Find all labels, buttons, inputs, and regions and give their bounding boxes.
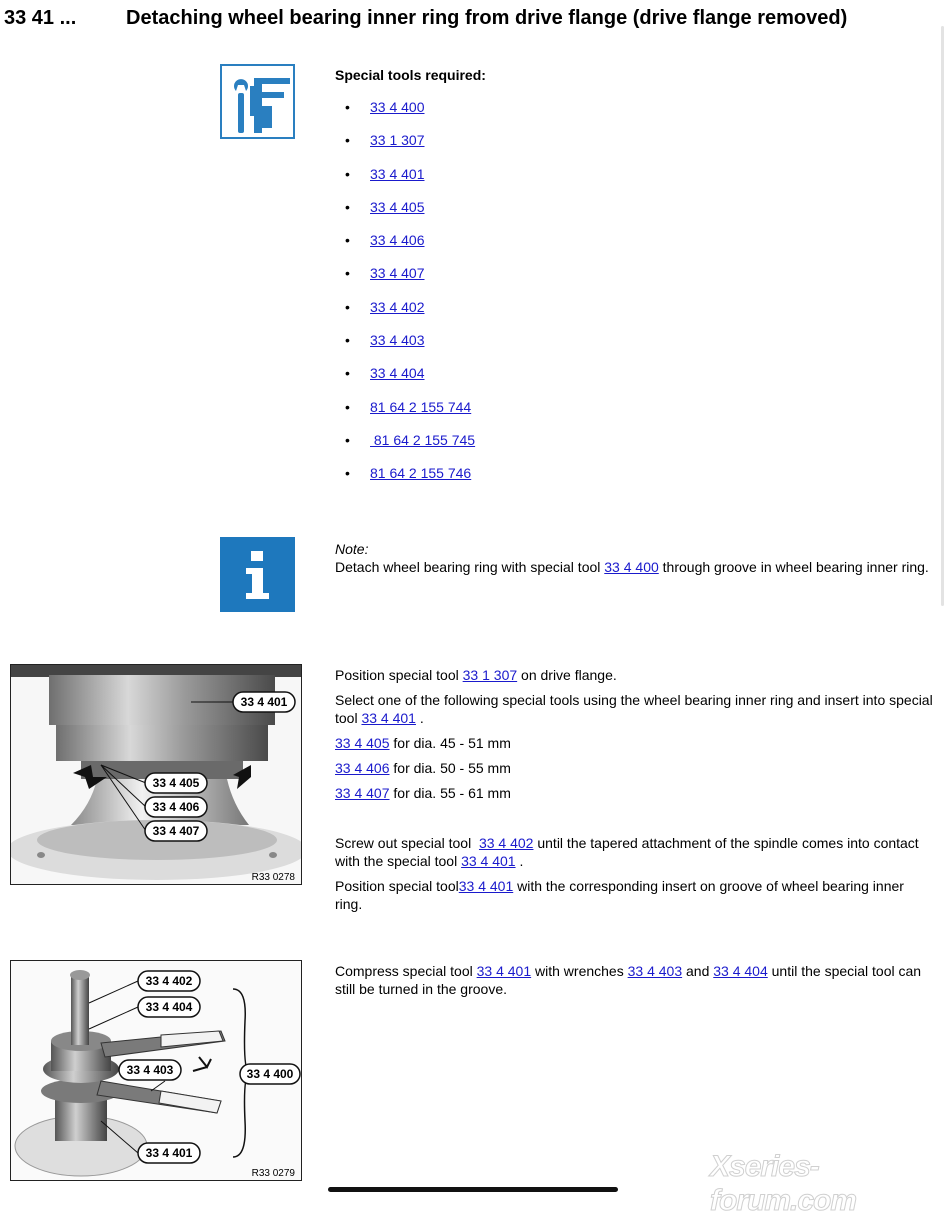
tool-link[interactable]: 33 4 401	[458, 878, 514, 894]
tool-link[interactable]: 81 64 2 155 746	[370, 465, 472, 482]
bullet: •	[345, 132, 350, 149]
list-item	[345, 265, 475, 298]
bullet: •	[345, 332, 350, 349]
callout	[145, 773, 207, 793]
callout	[138, 997, 200, 1017]
note-text: Detach wheel bearing ring with special tool	[335, 559, 605, 575]
step-text: for dia. 50 - 55 mm	[389, 760, 511, 776]
tool-link[interactable]: 33 4 401	[361, 710, 416, 726]
tool-link[interactable]: 33 4 403	[370, 332, 425, 349]
callout	[138, 1143, 200, 1163]
step-text: .	[415, 710, 424, 726]
tools-list	[345, 99, 475, 499]
step-text: Screw out special tool	[335, 835, 479, 851]
step-text: Position special tool	[335, 878, 459, 894]
tool-link[interactable]: 33 4 402	[370, 298, 425, 315]
tool-link[interactable]: 33 4 404	[370, 365, 425, 382]
tool-link[interactable]: 33 1 307	[370, 132, 425, 149]
bullet: •	[345, 398, 350, 415]
tool-link[interactable]: 33 4 401	[370, 165, 425, 182]
callout	[233, 692, 295, 712]
callout-label: 33 4 405	[152, 776, 200, 790]
tool-link[interactable]: 33 4 401	[476, 963, 532, 979]
callout-label: 33 4 400	[246, 1067, 294, 1081]
tool-link[interactable]: 33 4 400	[370, 99, 425, 115]
tool-link[interactable]: 33 4 405	[370, 198, 425, 215]
tools-heading: Special tools required:	[335, 67, 486, 83]
bullet: •	[345, 431, 350, 448]
list-item	[345, 399, 475, 432]
step-text: .	[515, 853, 524, 869]
list-item	[345, 166, 475, 199]
list-item	[345, 232, 475, 265]
note-text-end: through groove in wheel bearing inner ring.	[658, 559, 929, 575]
tool-link[interactable]: 33 4 407	[335, 785, 390, 801]
bullet: •	[345, 165, 350, 182]
step-text: for dia. 55 - 61 mm	[389, 785, 511, 801]
home-indicator[interactable]	[328, 1187, 618, 1192]
tool-link[interactable]: 33 4 404	[713, 963, 768, 979]
step2-instructions	[335, 962, 935, 998]
list-item	[345, 332, 475, 365]
note	[335, 540, 935, 576]
bullet: •	[345, 365, 350, 382]
bullet: •	[345, 232, 350, 249]
list-item	[345, 365, 475, 398]
step-text: with wrenches	[531, 963, 628, 979]
tool-link[interactable]: 33 4 403	[627, 963, 683, 979]
tool-link[interactable]: 33 1 307	[462, 667, 518, 683]
tool-link[interactable]: 81 64 2 155 745	[370, 431, 476, 448]
note-label: Note:	[335, 541, 369, 557]
callout	[240, 1064, 300, 1084]
tool-link[interactable]: 33 4 405	[335, 735, 390, 751]
step-text: Position special tool	[335, 667, 463, 683]
figure-ref: R33 0278	[251, 872, 295, 883]
callout-label: 33 4 401	[240, 695, 288, 709]
watermark: Xseries-forum.com	[710, 1150, 857, 1217]
step-text: Compress special tool	[335, 963, 477, 979]
step-text: until the tapered attachment of the spindle comes into contact with the special tool	[335, 835, 923, 869]
list-item	[345, 432, 475, 465]
note-tool-link[interactable]: 33 4 400	[604, 559, 659, 575]
figure-drive-flange-tool	[10, 664, 302, 885]
page-title: Detaching wheel bearing inner ring from drive flange (drive flange removed)	[126, 7, 848, 29]
tools-icon	[220, 64, 295, 139]
callout	[145, 797, 207, 817]
tool-link[interactable]: 81 64 2 155 744	[370, 398, 472, 415]
step-text: on drive flange.	[517, 667, 617, 683]
tool-link[interactable]: 33 4 406	[335, 760, 390, 776]
scrollbar[interactable]	[941, 26, 944, 606]
bullet: •	[345, 99, 350, 115]
callout	[145, 821, 207, 841]
callout-label: 33 4 406	[152, 800, 200, 814]
info-icon	[220, 537, 295, 612]
bullet: •	[345, 198, 350, 215]
figure-compress-tool	[10, 960, 302, 1181]
callout-label: 33 4 403	[126, 1063, 174, 1077]
step-text: until the special tool can still be turned in the groove.	[335, 963, 922, 997]
bullet: •	[345, 298, 350, 315]
callout	[138, 971, 200, 991]
tool-link[interactable]: 33 4 402	[478, 835, 534, 851]
step-text: for dia. 45 - 51 mm	[389, 735, 511, 751]
callout	[119, 1060, 181, 1080]
section-code: 33 41 ...	[4, 7, 77, 29]
list-item	[345, 299, 475, 332]
bullet: •	[345, 465, 350, 482]
figure-ref: R33 0279	[251, 1168, 295, 1179]
callout-label: 33 4 407	[152, 824, 200, 838]
bullet: •	[345, 265, 350, 282]
list-item	[345, 132, 475, 165]
tool-link[interactable]: 33 4 407	[370, 265, 425, 282]
step-text: Select one of the following special tools using the wheel bearing inner ring and insert into special tool	[335, 692, 933, 726]
list-item	[345, 199, 475, 232]
list-item	[345, 465, 475, 498]
tool-link[interactable]: 33 4 401	[461, 853, 516, 869]
step-text: with the corresponding insert on groove of wheel bearing inner ring.	[335, 878, 904, 912]
step1-instructions	[335, 666, 935, 913]
callout-label: 33 4 404	[145, 1000, 193, 1014]
callout-label: 33 4 401	[145, 1146, 193, 1160]
step-text: and	[682, 963, 714, 979]
tool-link[interactable]: 33 4 406	[370, 232, 425, 249]
list-item	[345, 99, 475, 132]
callout-label: 33 4 402	[145, 974, 193, 988]
